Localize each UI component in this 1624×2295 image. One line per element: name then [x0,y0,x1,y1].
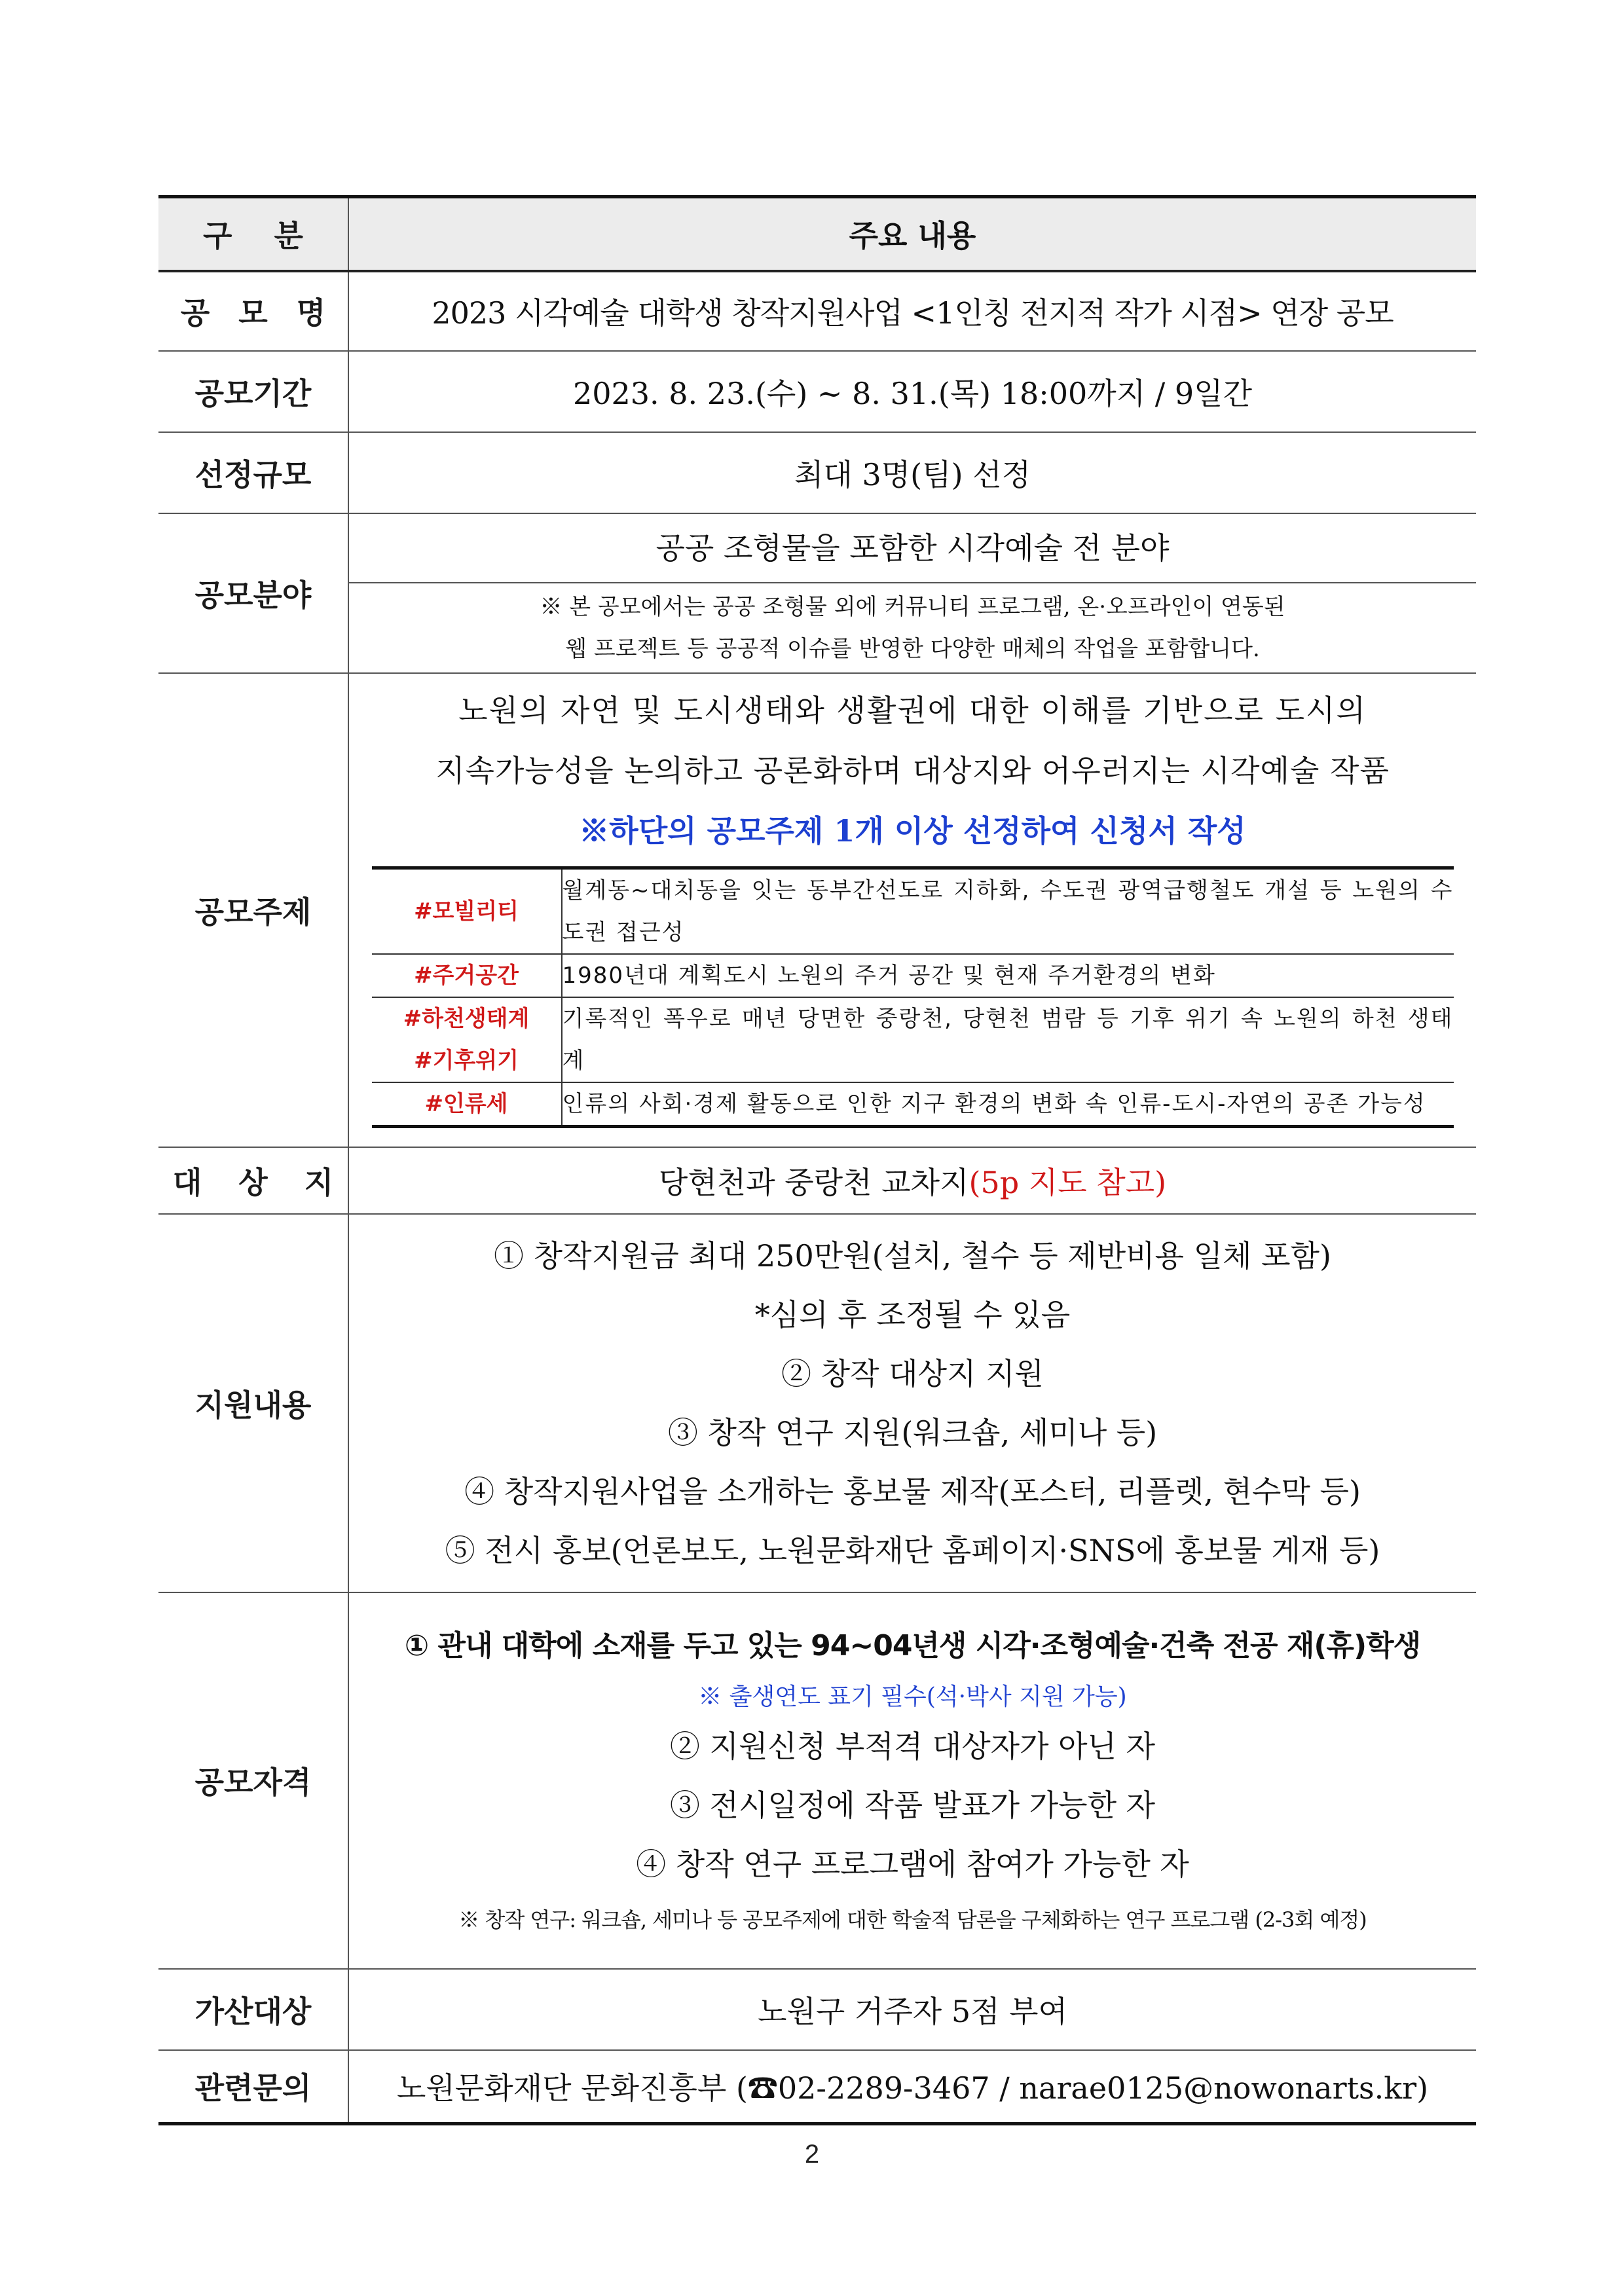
support-item: ① 창작지원금 최대 250만원(설치, 철수 등 제반비용 일체 포함) [494,1238,1331,1274]
header-category: 구 분 [158,197,348,271]
recruitment-summary-table [158,195,1476,2125]
support-item: ⑤ 전시 홍보(언론보도, 노원문화재단 홈페이지·SNS에 홍보물 게재 등) [445,1532,1380,1568]
label-support: 지원내용 [158,1214,348,1592]
label-eligibility: 공모자격 [158,1592,348,1969]
eligibility-item-2: ② 지원신청 부적격 대상자가 아닌 자 [669,1729,1156,1764]
value-site: 당현천과 중랑천 교차지 [658,1164,969,1200]
theme-desc-anthropocene: 인류의 사회·경제 활동으로 인한 지구 환경의 변화 속 인류-도시-자연의 공존 가능성 [562,1082,1454,1127]
theme-description-line2: 지속가능성을 논의하고 공론화하며 대상지와 어우러지는 시각예술 작품 [435,752,1390,788]
label-period: 공모기간 [158,351,348,432]
row-contest-name [158,271,1476,351]
theme-tag-river: #하천생태계 [403,1005,530,1032]
row-support [158,1214,1476,1592]
value-period: 2023. 8. 23.(수) ~ 8. 31.(목) 18:00까지 / 9일간 [348,351,1476,432]
label-contest-name: 공 모 명 [158,271,348,351]
label-theme: 공모주제 [158,673,348,1147]
eligibility-item-4: ④ 창작 연구 프로그램에 참여가 가능한 자 [636,1846,1189,1882]
label-contact: 관련문의 [158,2050,348,2124]
support-item: ② 창작 대상지 지원 [781,1355,1044,1391]
eligibility-item-1: ① 관내 대학에 소재를 두고 있는 94~04년생 시각·조형예술·건축 전공 재(휴)학생 [404,1629,1421,1662]
value-bonus: 노원구 거주자 5점 부여 [348,1969,1476,2050]
eligibility-footnote: ※ 창작 연구: 워크숍, 세미나 등 공모주제에 대한 학술적 담론을 구체화하는 연구 프로그램 (2-3회 예정) [458,1907,1367,1932]
row-scale [158,432,1476,513]
row-bonus [158,1969,1476,2050]
row-eligibility [158,1592,1476,1969]
theme-item [372,954,1454,997]
theme-tag-climate: #기후위기 [414,1047,519,1074]
label-site: 대 상 지 [158,1147,348,1214]
theme-desc-river: 기록적인 폭우로 매년 당면한 중랑천, 당현천 범람 등 기후 위기 속 노원의 하천 생태계 [562,997,1454,1082]
label-scale: 선정규모 [158,432,348,513]
row-period [158,351,1476,432]
theme-desc-housing: 1980년대 계획도시 노원의 주거 공간 및 현재 주거환경의 변화 [562,954,1454,997]
theme-description-line1: 노원의 자연 및 도시생태와 생활권에 대한 이해를 기반으로 도시의 [458,692,1367,728]
label-bonus: 가산대상 [158,1969,348,2050]
row-contact [158,2050,1476,2124]
row-site [158,1147,1476,1214]
support-item: *심의 후 조정될 수 있음 [754,1296,1071,1332]
theme-item [372,1082,1454,1127]
theme-item [372,997,1454,1082]
theme-list-table [372,866,1454,1128]
theme-tag-anthropocene: #인류세 [372,1082,562,1127]
row-field [158,513,1476,673]
theme-instruction: ※하단의 공모주제 1개 이상 선정하여 신청서 작성 [579,813,1246,849]
row-theme [158,673,1476,1147]
theme-tag-mobility: #모빌리티 [372,868,562,954]
label-field: 공모분야 [158,513,348,673]
value-field: 공공 조형물을 포함한 시각예술 전 분야 [349,514,1476,583]
eligibility-item-3: ③ 전시일정에 작품 발표가 가능한 자 [669,1788,1156,1823]
theme-tag-housing: #주거공간 [372,954,562,997]
site-map-reference: (5p 지도 참고) [969,1164,1167,1200]
eligibility-item-1-note: ※ 출생연도 표기 필수(석·박사 지원 가능) [698,1683,1127,1710]
theme-item [372,868,1454,954]
theme-desc-mobility: 월계동~대치동을 잇는 동부간선도로 지하화, 수도권 광역급행철도 개설 등 노원의 수도권 접근성 [562,868,1454,954]
page-number: 2 [804,2140,820,2169]
header-main-content: 주요 내용 [348,197,1476,271]
support-item: ③ 창작 연구 지원(워크숍, 세미나 등) [667,1414,1158,1450]
support-item: ④ 창작지원사업을 소개하는 홍보물 제작(포스터, 리플렛, 현수막 등) [464,1473,1361,1509]
value-contact: 노원문화재단 문화진흥부 (☎02-2289-3467 / narae0125@nowonarts.kr) [348,2050,1476,2124]
value-contest-name: 2023 시각예술 대학생 창작지원사업 <1인칭 전지적 작가 시점> 연장 공모 [348,271,1476,351]
field-note-line1: ※ 본 공모에서는 공공 조형물 외에 커뮤니티 프로그램, 온·오프라인이 연동된 [540,593,1285,620]
header-row [158,197,1476,271]
field-note-line2: 웹 프로젝트 등 공공적 이슈를 반영한 다양한 매체의 작업을 포함합니다. [565,635,1260,662]
value-scale: 최대 3명(팀) 선정 [348,432,1476,513]
